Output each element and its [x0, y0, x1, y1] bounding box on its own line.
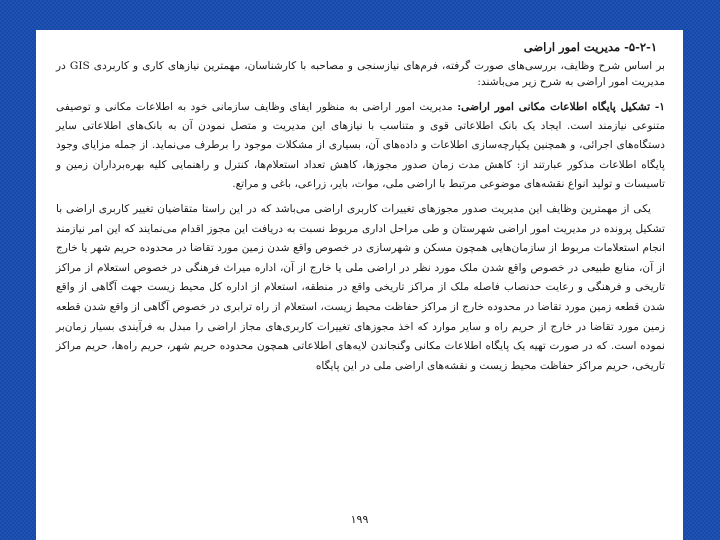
paragraph-land-database [56, 98, 665, 194]
paragraph-land-use-permits: یکی از مهمترین وظایف این مدیریت صدور مجوزهای تغییرات کاربری اراضی می‌باشد که در این راستا متقاضیان تغییر کاربری اراضی با تشکیل پرونده در مدیریت امور اراضی شهرستان و طی مراحل اداری مربوط نسبت به دریافت این مجوز اقدام می‌نمایند که این امر نیازمند انجام استعلامات مربوط از سازمان‌هایی همچون مسکن و شهرسازی در خصوص واقع شدن زمین مورد تقاضا در محدوده حریم شهر یا خارج از آن، منابع طبیعی در خصوص واقع شدن ملک مورد نظر در اراضی ملی یا خارج از آن، اداره میراث فرهنگی در خصوص استعلام از مراکز تاریخی و فرهنگی و رعایت حدنصاب فاصله ملک از مراکز تاریخی واقع در منطقه، استعلام از اداره کل محیط زیست جهت آگاهی از واقع شدن قطعه زمین مورد تقاضا در محدوده خارج از مراکز حفاظت محیط زیست، استعلام از راه ترابری در خصوص آگاهی از واقع شدن قطعه زمین مورد تقاضا در خارج از حریم راه و سایر موارد که اخذ مجوزهای تغییرات کاربری‌های مجاز اراضی را مبدل به فرآیندی بسیار زمان‌بر نموده است. که در صورت تهیه یک پایگاه اطلاعات مکانی وگنجاندن لایه‌های اطلاعاتی همچون محدوده حریم شهر، حریم راه‌ها، حریم مراکز تاریخی، حریم مراکز حفاظت محیط زیست و نقشه‌های اراضی ملی در این پایگاه [56, 203, 665, 372]
paragraph-body: مدیریت امور اراضی به منظور ایفای وظایف سازمانی خود به اطلاعات مکانی و توصیفی متنوعی نیازمند است. ایجاد یک بانک اطلاعاتی قوی و متناسب با نیازهای این مدیریت و متصل نمودن آن به بانک‌های اطلاعاتی سایر دستگاه‌های اجرائی، و همچنین یکپارچه‌سازی اطلاعات و داده‌های آن، بسیاری از مشکلات موجود را برطرف می‌نماید. از جمله مزایای وجود پایگاه اطلاعات مذکور عبارتند از: کاهش مدت زمان صدور مجوزها، کاهش تعداد استعلام‌ها، کنترل و راهنمایی کلیه بهره‌برداران زمین و تاسیسات و تولید انواع نقشه‌های موضوعی مرتبط با اراضی ملی، موات، بایر، زراعی، باغی و مراتع. [56, 101, 665, 190]
document-page [36, 30, 683, 540]
intro-paragraph: بر اساس شرح وظایف، بررسی‌های صورت گرفته، فرم‌های نیازسنجی و مصاحبه با کارشناسان، مهمترین نیازهای کاری و کاربردی GIS در مدیریت امور اراضی به شرح زیر می‌باشند: [56, 60, 665, 88]
section-heading: ۵-۲-۱- مدیریت امور اراضی [523, 40, 657, 54]
page-number: ۱۹۹ [350, 513, 369, 526]
paragraph-lead: ۱- تشکیل پایگاه اطلاعات مکانی امور اراضی: [457, 101, 665, 113]
